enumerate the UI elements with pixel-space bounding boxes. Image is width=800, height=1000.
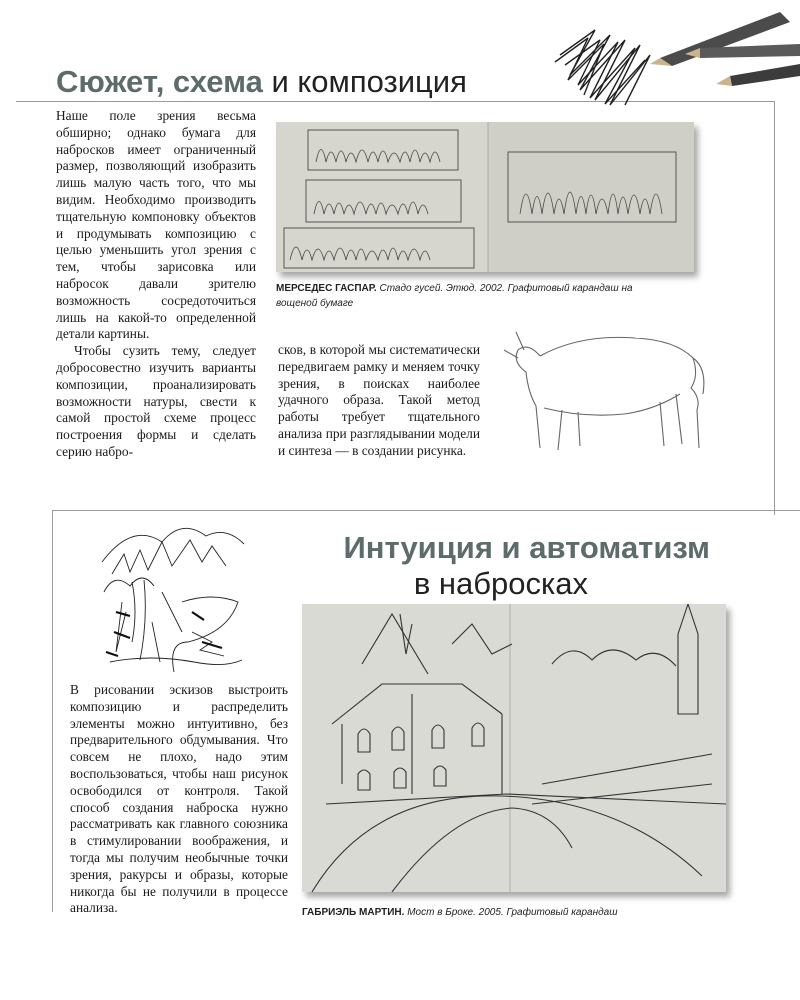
bridge-sketch-photo <box>302 604 726 892</box>
frame-left-line <box>52 510 53 912</box>
caption-martin-author: ГАБРИЭЛЬ МАРТИН. <box>302 907 405 918</box>
caption-gaspar-author: МЕРСЕДЕС ГАСПАР. <box>276 283 377 294</box>
caption-gaspar <box>276 281 656 311</box>
frame-mid-line <box>52 510 800 511</box>
geese-sketch-photo <box>276 122 694 272</box>
section1-column1 <box>56 108 256 461</box>
section1-column2 <box>278 342 480 460</box>
section2-title-bold: Интуиция и автоматизм <box>343 530 710 565</box>
landscape-sketch <box>92 522 250 682</box>
frame-right-line <box>774 101 775 515</box>
section1-paragraph1: Наше поле зрения весьма обширно; однако бумага для набросков имеет ограниченный размер, позволяющий изобразить лишь малую часть того, что мы видим. Необходимо производить тщательную компоновку объектов и продумывать композицию с целью уменьшить угол зрения с тем, чтобы зарисовка или набросок давали зрителю возможность сосредоточиться лишь на какой-то определенной детали картины. <box>56 108 256 342</box>
section2-paragraph: В рисовании эскизов выстроить композицию и распределить элементы можно интуитивно, без предварительного обдумывания. Что совсем не плохо, надо этим воспользоваться, чтобы наш рисунок освободился от контроля. Такой способ создания наброска нужно рассматривать как главного союзника в стимулировании воображения, и тогда мы получим необычные точки зрения, ракурсы и образы, которые никогда бы не получили в процессе анализа. <box>70 682 288 916</box>
scribble-drawing <box>555 30 650 105</box>
pencils-illustration <box>540 0 800 110</box>
section1-title-light: и композиция <box>271 64 467 99</box>
cow-sketch <box>500 328 715 458</box>
section2-title-light: в набросках <box>413 566 588 601</box>
section2-title <box>300 530 710 602</box>
section1-paragraph2: Чтобы сузить тему, следует добросовестно изучить варианты композиции, проанализировать возможности натуры, свести к самой простой схеме процесс построения формы и сделать серию набро- <box>56 343 256 459</box>
caption-gaspar-text: Стадо гусей. Этюд. 2002. Графитовый карандаш на вощеной бумаге <box>276 283 633 309</box>
caption-martin-text: Мост в Броке. 2005. Графитовый карандаш <box>407 907 618 918</box>
caption-martin <box>302 905 726 920</box>
section2-column <box>70 682 288 917</box>
pencil-3-icon <box>716 64 800 86</box>
section1-title <box>56 64 467 100</box>
pencil-1-icon <box>650 12 790 66</box>
section1-column2-text: сков, в которой мы систематически передвигаем рамку и меняем точку зрения, в поисках наиболее удачного образа. Такой метод работы требует тщательного анализа при разглядывании модели и синтеза — в создании рисунка. <box>278 342 480 458</box>
section1-title-bold: Сюжет, схема <box>56 64 263 99</box>
